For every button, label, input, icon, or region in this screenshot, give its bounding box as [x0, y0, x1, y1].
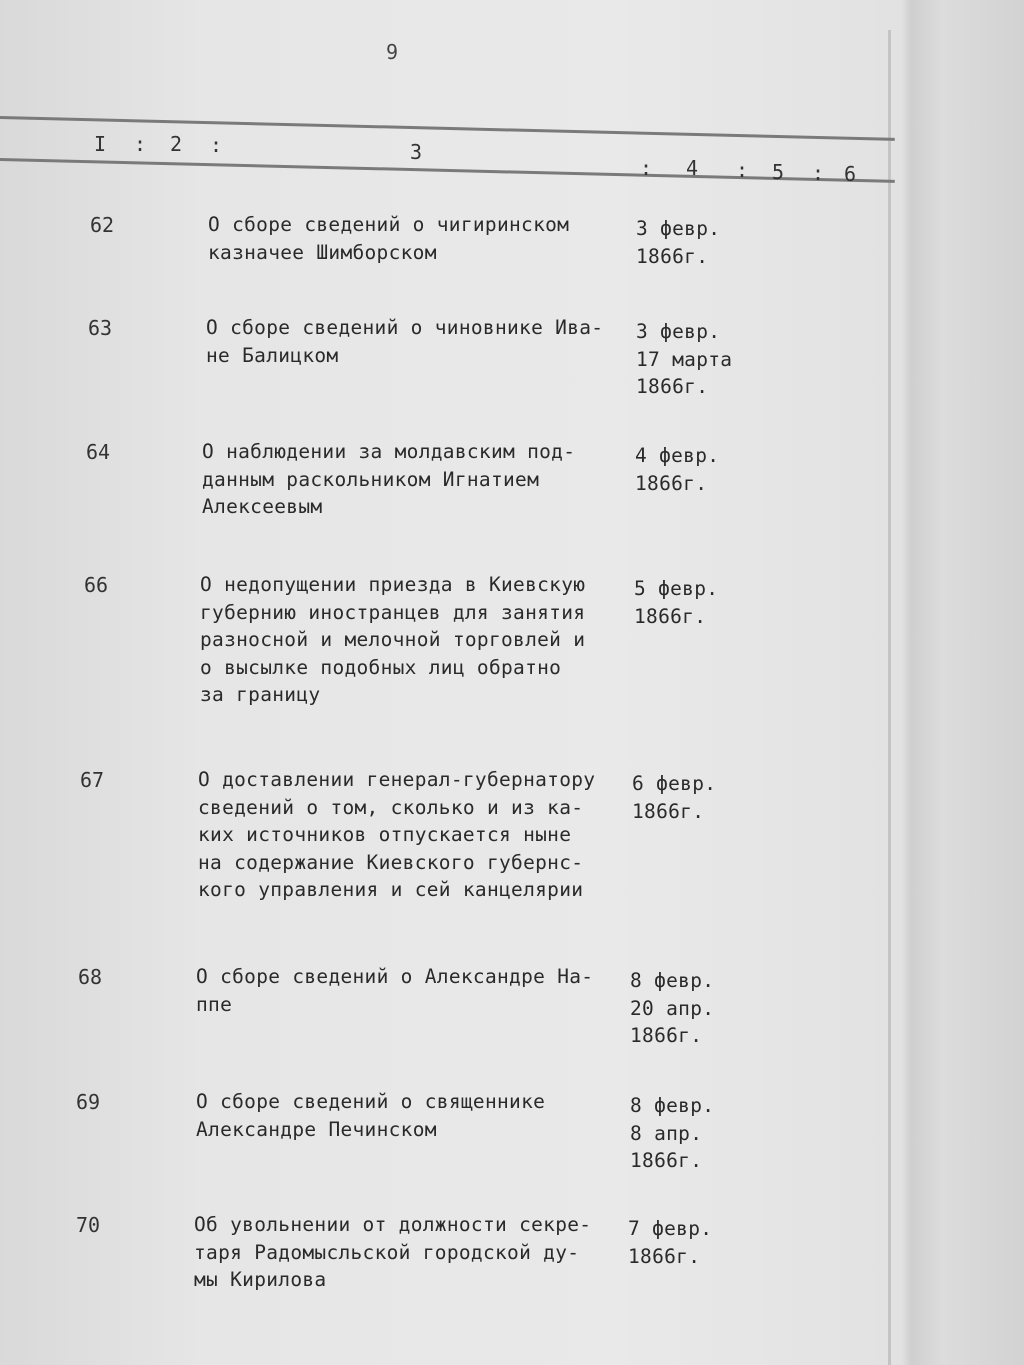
entry-number: 66 [84, 573, 109, 597]
column-header-6: 6 [844, 162, 857, 186]
entry-title-line: мы Кирилова [194, 1268, 327, 1291]
entry-date [634, 575, 718, 630]
column-header-1: I [94, 132, 107, 156]
entry-date [635, 442, 719, 497]
entry-date [630, 967, 714, 1050]
entry-number: 62 [90, 213, 115, 237]
entry-title [208, 211, 569, 266]
column-header-2: 2 [170, 132, 183, 156]
entry-title-line: разносной и мелочной торговлей и [200, 628, 586, 651]
entry-date-line: 1866г. [634, 604, 707, 628]
column-separator: : [134, 132, 147, 156]
entry-title-line: казначее Шимборском [208, 240, 437, 264]
entry-date [632, 770, 716, 825]
entry-date-line: 1866г. [636, 244, 709, 268]
entry-title [206, 314, 603, 369]
entry-date-line: 1866г. [635, 471, 708, 495]
entry-number: 69 [76, 1090, 101, 1114]
entry-date-line: 4 февр. [635, 444, 720, 467]
entry-number: 67 [80, 768, 105, 792]
entry-title [202, 438, 575, 521]
column-separator: : [736, 158, 749, 182]
entry-date-line: 6 февр. [632, 772, 717, 795]
entry-title-line: О сборе сведений о чиновнике Ива- [206, 316, 604, 339]
page-number: 9 [386, 40, 399, 64]
entry-title-line: Алексеевым [202, 495, 323, 518]
header-rule-bottom [0, 158, 895, 183]
entry-number: 64 [86, 440, 111, 464]
entry-title [198, 766, 595, 904]
entry-title [200, 571, 585, 709]
entry-title-line: ких источников отпускается ныне [198, 823, 572, 846]
entry-title [196, 1088, 545, 1143]
entry-date [630, 1092, 714, 1175]
entry-title-line: ппе [196, 992, 233, 1016]
entry-number: 70 [76, 1213, 101, 1237]
entry-title [196, 963, 593, 1018]
entry-date-line: 1866г. [630, 1149, 703, 1172]
entry-date-line: 7 февр. [628, 1217, 713, 1240]
column-header-3: 3 [410, 140, 423, 164]
column-header-4: 4 [686, 156, 699, 180]
page-edge [888, 30, 891, 1365]
entry-title-line: кого управления и сей канцелярии [198, 878, 584, 901]
entry-number: 63 [88, 316, 113, 340]
entry-title-line: Об увольнении от должности секре- [194, 1213, 592, 1236]
entry-title-line: О сборе сведений о Александре На- [196, 965, 594, 988]
entry-title-line: сведений о том, сколько и из ка- [198, 795, 584, 819]
entry-title-line: О сборе сведений о священнике [196, 1090, 546, 1113]
entry-title-line: о высылке подобных лиц обратно [200, 655, 562, 679]
column-header-5: 5 [772, 160, 785, 184]
entry-date [636, 215, 720, 270]
column-separator: : [812, 161, 825, 185]
entry-date-line: 1866г. [632, 799, 705, 823]
entry-date-line: 1866г. [630, 1024, 703, 1047]
column-separator: : [640, 156, 653, 180]
entry-title-line: Александре Печинском [196, 1117, 437, 1141]
entry-date-line: 17 марта [636, 347, 733, 371]
entry-title [194, 1211, 591, 1294]
entry-date-line: 1866г. [636, 375, 709, 398]
entry-title-line: О наблюдении за молдавским под- [202, 440, 576, 463]
entry-title-line: за границу [200, 683, 321, 706]
entry-title-line: О доставлении генерал-губернатору [198, 768, 596, 791]
entry-title-line: О сборе сведений о чигиринском [208, 213, 570, 236]
column-separator: : [210, 133, 223, 157]
entry-date-line: 8 февр. [630, 969, 715, 992]
entry-title-line: данным раскольником Игнатием [202, 467, 540, 491]
entry-number: 68 [78, 965, 103, 989]
entry-title-line: не Балицком [206, 343, 339, 367]
entry-date-line: 3 февр. [636, 217, 721, 240]
entry-date-line: 8 февр. [630, 1094, 715, 1117]
entry-date-line: 8 апр. [630, 1121, 703, 1145]
entry-title-line: таря Радомысльской городской ду- [194, 1240, 580, 1264]
entry-title-line: О недопущении приезда в Киевскую [200, 573, 586, 596]
entry-title-line: губернию иностранцев для занятия [200, 600, 586, 624]
entry-date-line: 1866г. [628, 1244, 701, 1268]
entry-date-line: 5 февр. [634, 577, 719, 600]
entry-title-line: на содержание Киевского губернс- [198, 850, 584, 874]
entry-date-line: 3 февр. [636, 320, 721, 343]
entry-date [628, 1215, 712, 1270]
entry-date [636, 318, 732, 401]
entry-date-line: 20 апр. [630, 996, 715, 1020]
